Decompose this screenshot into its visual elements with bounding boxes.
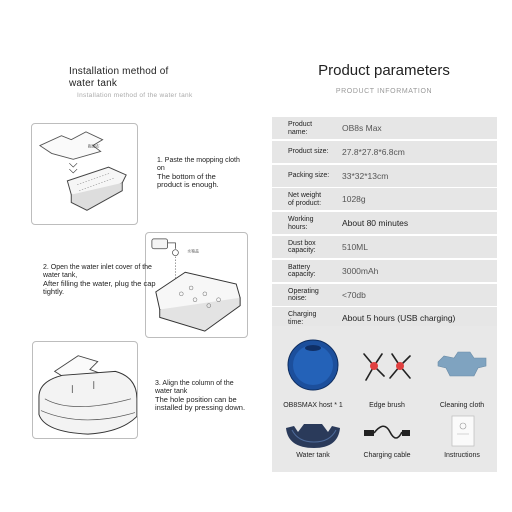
step-1-note1: The bottom of the (157, 172, 216, 181)
install-title-line2: water tank (69, 78, 118, 89)
item-cleaning-cloth-label: Cleaning cloth (439, 402, 485, 409)
step-3-line2: water tank (155, 388, 188, 395)
param-row-noise (272, 284, 497, 306)
install-title-line1: Installation method of (69, 66, 169, 77)
cleaning-cloth-icon (430, 336, 494, 394)
step-1-line2: on (157, 165, 165, 172)
item-water-tank (278, 414, 348, 472)
install-step-2 (43, 264, 183, 296)
item-edge-brush-label: Edge brush (369, 402, 405, 409)
param-key: Net weight of product: (288, 192, 322, 207)
param-value: 27.8*27.8*6.8cm (342, 146, 405, 157)
illustration-mopping-cloth (31, 123, 138, 225)
param-value: 1028g (342, 194, 366, 205)
item-cleaning-cloth (430, 336, 494, 409)
step-2-line1: 2. Open the water inlet cover of the (43, 264, 152, 271)
param-row-name (272, 117, 497, 139)
install-step-1 (157, 157, 267, 189)
param-key: Product size: (288, 148, 329, 156)
robot-vacuum-icon (278, 336, 348, 394)
item-instructions-label: Instructions (444, 452, 480, 459)
mop-tag: 拖地布 (87, 143, 100, 149)
step-1-note2: product is enough. (157, 180, 219, 189)
param-row-dust-box (272, 236, 497, 258)
param-value: OB8s Max (342, 123, 382, 133)
param-key: Dust box capacity: (288, 239, 316, 255)
param-row-battery (272, 260, 497, 282)
params-title: Product parameters (318, 62, 450, 79)
param-key: Working hours: (288, 216, 314, 231)
item-instructions (430, 414, 494, 472)
param-key: Product name: (288, 121, 313, 136)
param-value: 3000mAh (342, 265, 379, 276)
param-key: Packing size: (288, 172, 330, 180)
item-host (278, 336, 348, 409)
step-3-note1: The hole position can be (155, 395, 237, 404)
package-contents (272, 326, 497, 472)
item-edge-brush (356, 336, 418, 409)
param-row-product-size (272, 141, 497, 163)
charging-cable-icon (356, 414, 418, 454)
param-row-net-weight (272, 188, 497, 210)
param-key: Charging time: (288, 311, 317, 326)
param-key: Operating noise: (288, 287, 319, 303)
instructions-icon (430, 414, 494, 454)
param-value: About 5 hours (USB charging) (342, 313, 456, 324)
step-2-note1: After filling the water, plug the cap (43, 279, 156, 288)
step-1-line1: 1. Paste the mopping cloth (157, 157, 240, 164)
param-row-working-hours (272, 212, 497, 234)
params-subtitle: PRODUCT INFORMATION (335, 88, 433, 95)
edge-brush-icon (356, 336, 418, 394)
step-3-line1: 3. Align the column of the (155, 380, 234, 387)
param-value: <70db (342, 289, 366, 300)
install-subtitle: Installation method of the water tank (77, 92, 193, 99)
item-water-tank-label: Water tank (296, 452, 330, 459)
params-table (272, 117, 497, 331)
tank-cap-tag: 水箱盖 (187, 248, 199, 254)
step-2-note2: tightly. (43, 287, 65, 296)
item-charging-cable-label: Charging cable (363, 452, 411, 459)
install-title (69, 66, 168, 90)
item-charging-cable (356, 414, 418, 472)
param-row-packing-size (272, 165, 497, 187)
water-tank-icon (278, 414, 348, 454)
param-key: Battery capacity: (288, 263, 316, 279)
step-3-note2: installed by pressing down. (155, 403, 246, 412)
param-value: 33*32*13cm (342, 170, 389, 181)
install-step-3 (155, 380, 265, 412)
illustration-align-column (32, 341, 138, 439)
step-2-line2: water tank, (43, 272, 78, 279)
param-value: About 80 minutes (342, 218, 409, 229)
param-value: 510ML (342, 241, 368, 252)
item-host-label: OB8SMAX host * 1 (283, 402, 343, 409)
